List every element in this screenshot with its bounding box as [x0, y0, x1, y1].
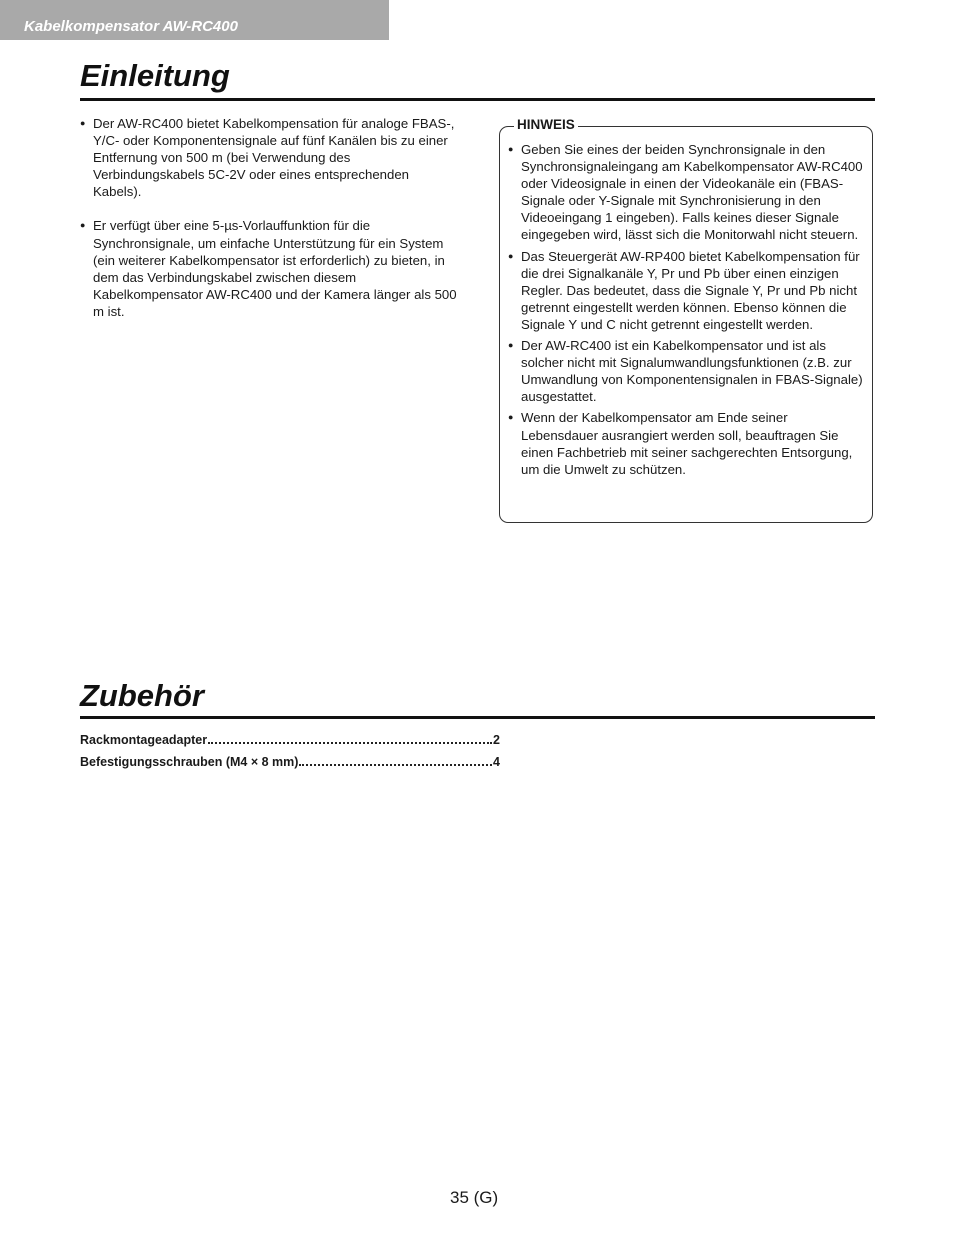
accessory-qty: 4: [493, 755, 500, 769]
note-list: [508, 141, 864, 478]
accessory-row: [80, 733, 500, 755]
accessory-qty: 2: [493, 733, 500, 747]
note-item: ● Wenn der Kabelkompensator am Ende seiner Lebensdauer ausrangiert werden soll, beauftragen Sie einen Fachbetrieb mit seiner sachgerechten Entsorgung, um die Umwelt zu schützen.: [508, 409, 864, 477]
note-label: HINWEIS: [514, 117, 578, 132]
accessory-row: [80, 755, 500, 777]
accessories-list: [80, 733, 500, 777]
intro-bullet: ● Er verfügt über eine 5-µs-Vorlauffunktion für die Synchronsignale, um einfache Unterstützung für ein System (ein weiterer Kabelkompensator ist erforderlich) zu bieten, in dem das Verbindungskabel zwischen diesem Kabelkompensator AW-RC400 und der Kamera länger als 500 m ist.: [80, 217, 460, 320]
note-item: ● Das Steuergerät AW-RP400 bietet Kabelkompensation für die drei Signalkanäle Y, Pr und Pb über einen einzigen Regler. Das bedeutet, dass die Signale Y, Pr und Pb nicht getrennt eingestellt werden können. Ebenso können die Signale Y und C nicht getrennt eingestellt werden.: [508, 248, 864, 333]
intro-rule: [80, 98, 875, 101]
leader-dots: [299, 764, 492, 766]
intro-bullets: [80, 115, 460, 320]
accessories-rule: [80, 716, 875, 719]
note-item: ● Geben Sie eines der beiden Synchronsignale in den Synchronsignaleingang am Kabelkompensator AW-RC400 oder Videosignale in einen der Videokanäle ein (FBAS-Signale oder Y-Signale mit Synchronisierung in den Videoeingang 1 eingeben). Falls keines dieser Signale eingegeben wird, lässt sich die Monitorwahl nicht steuern.: [508, 141, 864, 244]
accessories-title: Zubehör: [80, 678, 204, 713]
note-box: [499, 117, 873, 523]
intro-title: Einleitung: [80, 58, 230, 93]
accessory-name: Rackmontageadapter: [80, 733, 208, 747]
intro-bullet: ● Der AW-RC400 bietet Kabelkompensation für analoge FBAS-, Y/C- oder Komponentensignale auf fünf Kanälen bis zu einer Entfernung von 500 m (bei Verwendung des Verbindungskabels 5C-2V oder eines entsprechenden Kabels).: [80, 115, 460, 200]
note-item: ● Der AW-RC400 ist ein Kabelkompensator und ist als solcher nicht mit Signalumwandlungsfunktionen (z.B. zur Umwandlung von Komponentensignalen in FBAS-Signale) ausgestattet.: [508, 337, 864, 405]
accessory-name: Befestigungsschrauben (M4 × 8 mm): [80, 755, 299, 769]
header-tab: [0, 0, 389, 40]
page-number: 35 (G): [450, 1188, 499, 1207]
leader-dots: [208, 742, 492, 744]
header-label: Kabelkompensator AW-RC400: [24, 18, 238, 35]
